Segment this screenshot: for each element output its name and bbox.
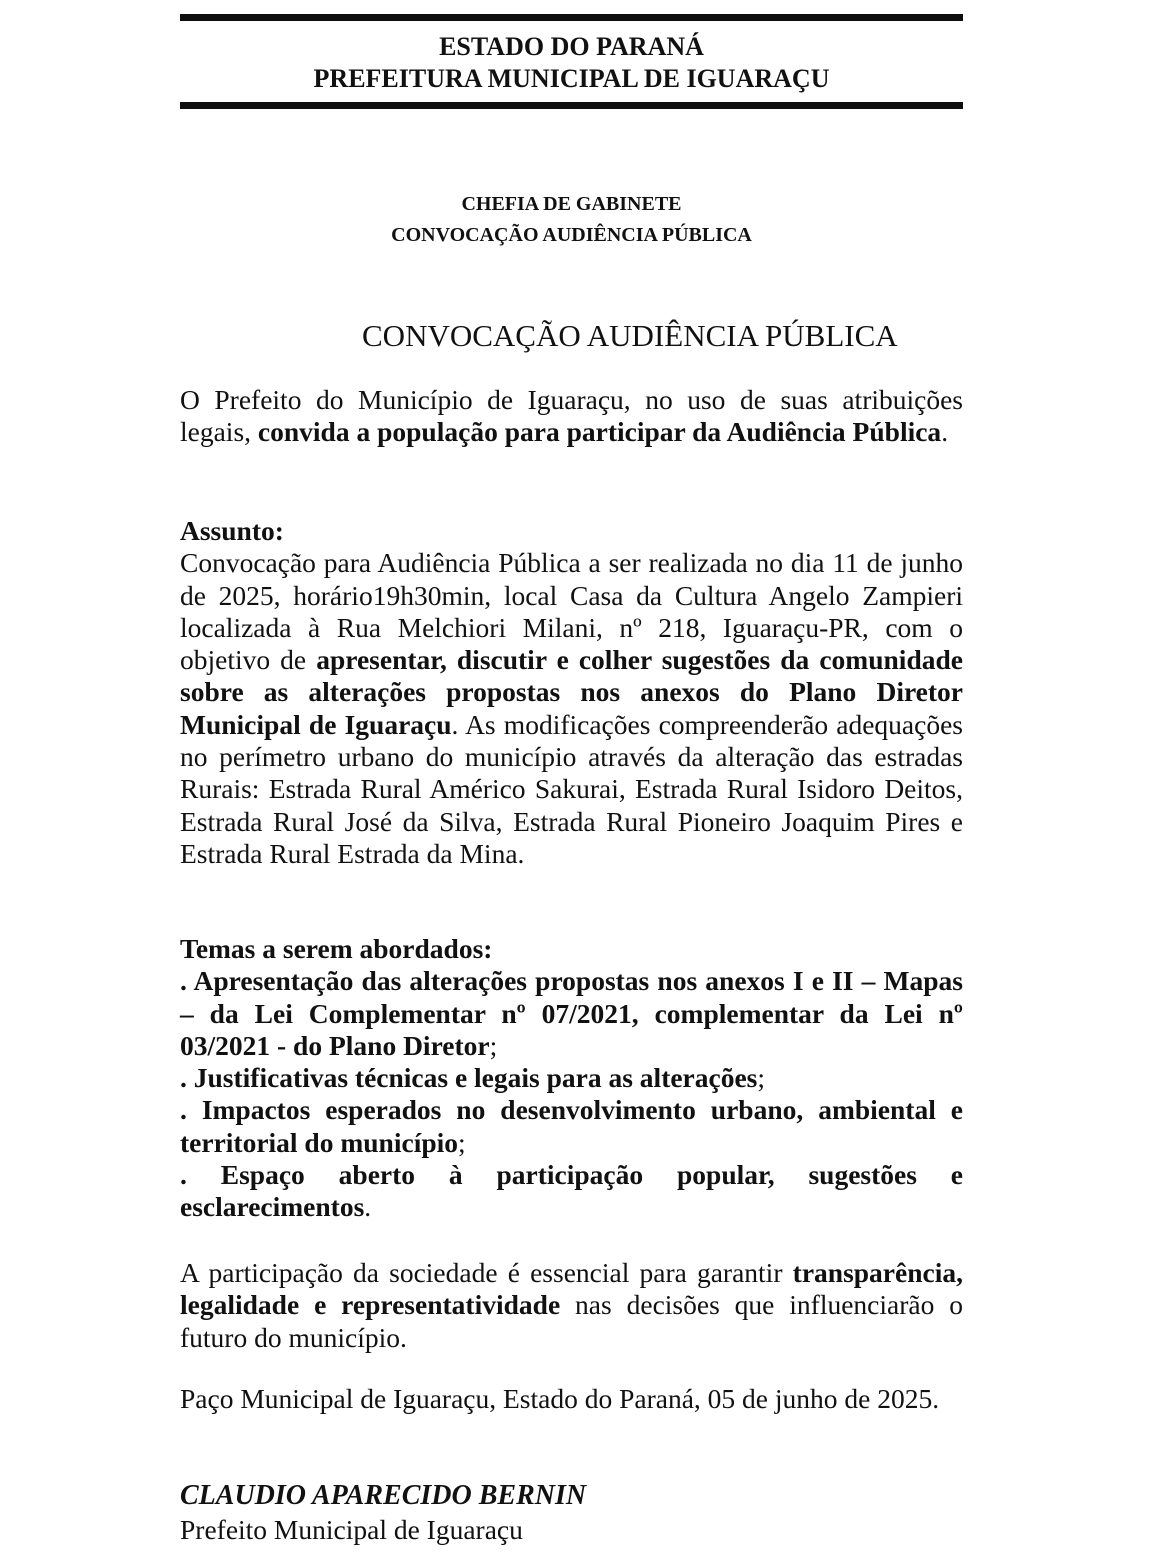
temas-item: . Espaço aberto à participação popular, sugestões e esclarecimentos.	[180, 1159, 963, 1223]
signature-role: Prefeito Municipal de Iguaraçu	[180, 1514, 523, 1545]
participacao-bold: transparência, legalidade e representatividade	[180, 1257, 963, 1321]
intro-end: .	[941, 416, 949, 448]
header-municipality: PREFEITURA MUNICIPAL DE IGUARAÇU	[313, 64, 830, 93]
temas-section	[180, 933, 963, 1224]
header-top-rule	[180, 14, 963, 21]
header-bottom-rule	[180, 102, 963, 109]
temas-item: . Justificativas técnicas e legais para as alterações;	[180, 1062, 766, 1094]
temas-item: . Impactos esperados no desenvolvimento urbano, ambiental e territorial do município;	[180, 1094, 963, 1158]
document-header	[180, 31, 963, 95]
assunto-text-1: Convocação para Audiência Pública a ser realizada no dia 11 de junho de 2025, horário19h30min, local Casa da Cultura Angelo Zampieri localizada à Rua Melchiori Milani, nº 218, Iguaraçu-PR, com o objetivo de	[180, 547, 963, 676]
participacao-paragraph	[180, 1257, 963, 1354]
intro-text: O Prefeito do Município de Iguaraçu, no uso de suas atribuições legais,	[180, 384, 963, 448]
header-state: ESTADO DO PARANÁ	[439, 32, 704, 61]
page-title: CONVOCAÇÃO AUDIÊNCIA PÚBLICA	[362, 318, 898, 353]
participacao-text-1: A participação da sociedade é essencial para garantir	[180, 1257, 793, 1288]
assunto-paragraph	[180, 547, 963, 870]
intro-bold: convida a população para participar da Audiência Pública	[257, 416, 942, 448]
temas-heading: Temas a serem abordados:	[180, 933, 493, 964]
subheader-department: CHEFIA DE GABINETE	[461, 193, 682, 215]
place-and-date: Paço Municipal de Iguaraçu, Estado do Paraná, 05 de junho de 2025.	[180, 1383, 940, 1414]
signature-name: CLAUDIO APARECIDO BERNIN	[180, 1480, 587, 1511]
assunto-text-2: . As modificações compreenderão adequações no perímetro urbano do município através da alteração das estradas Rurais: Estrada Rural Américo Sakurai, Estrada Rural Isidoro Deitos, Estrada Rural José da Silva, Estrada Rural Pioneiro Joaquim Pires e Estrada Rural Estrada da Mina.	[180, 708, 963, 869]
document-subheader	[180, 189, 963, 251]
participacao-text-2: nas decisões que influenciarão o futuro do município.	[180, 1289, 964, 1353]
assunto-section	[180, 515, 963, 870]
assunto-heading: Assunto:	[180, 515, 284, 546]
temas-item: . Apresentação das alterações propostas nos anexos I e II – Mapas – da Lei Complementar nº 07/2021, complementar da Lei nº 03/2021 - do Plano Diretor;	[180, 965, 963, 1061]
intro-paragraph	[180, 384, 963, 449]
assunto-bold: apresentar, discutir e colher sugestões da comunidade sobre as alterações propostas nos anexos do Plano Diretor Municipal de Iguaraçu	[180, 644, 963, 740]
subheader-subject: CONVOCAÇÃO AUDIÊNCIA PÚBLICA	[391, 224, 752, 246]
